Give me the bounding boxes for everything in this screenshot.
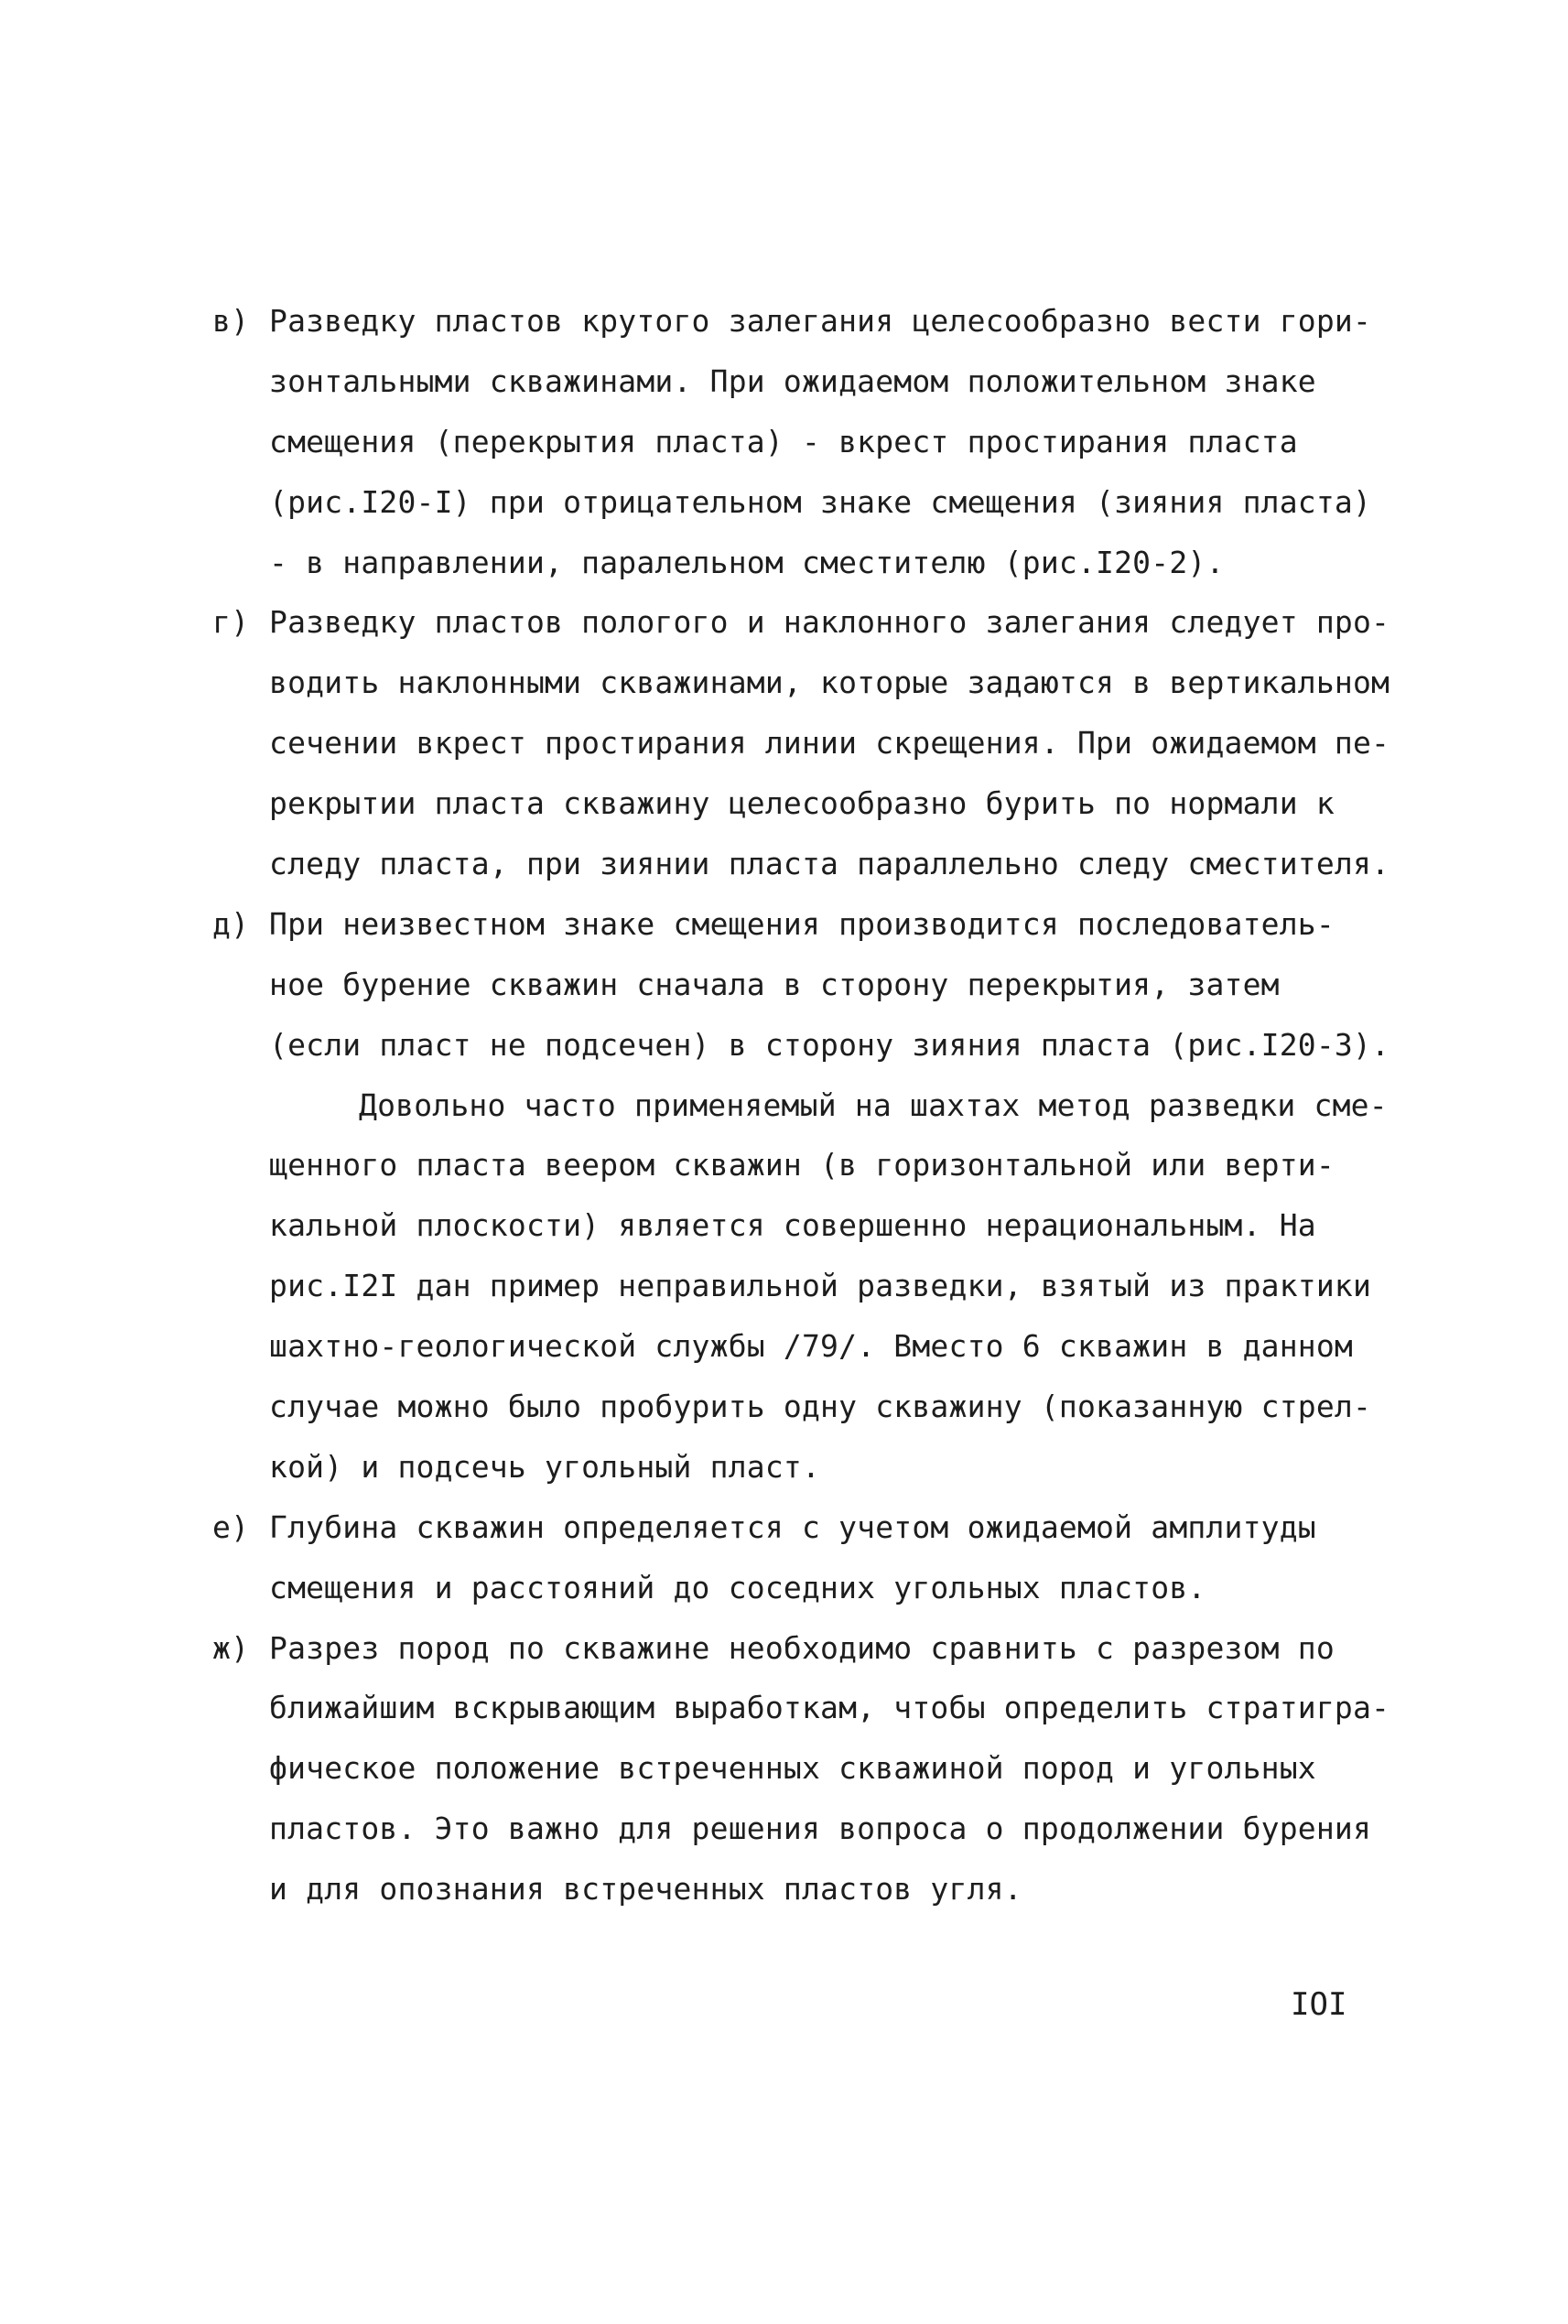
paragraph-line [212,1437,1402,1497]
list-item-text: и для опознания встреченных пластов угля. [269,1871,1022,1908]
document-body [212,291,1402,1919]
paragraph-line [212,1316,1402,1377]
paragraph-line [212,1076,1402,1136]
list-item-line [212,894,1402,955]
list-item-text: Разведку пластов крутого залегания целесообразно вести гори- [269,303,1372,339]
paragraph-text: Довольно часто применяемый на шахтах метод разведки сме- [359,1086,1388,1123]
list-item-line [212,653,1402,713]
list-item-text: ближайшим вскрывающим выработкам, чтобы определить стратигра- [269,1690,1390,1726]
list-item-text: пластов. Это важно для решения вопроса о продолжении бурения [269,1811,1372,1847]
list-item-text: ное бурение скважин сначала в сторону перекрытия, затем [269,966,1280,1002]
list-item-line [212,1859,1402,1919]
list-item-marker: ж) [212,1629,250,1666]
list-item-marker: г) [212,604,250,641]
paragraph-text: щенного пласта веером скважин (в горизонтальной или верти- [269,1147,1335,1184]
paragraph-text: кой) и подсечь угольный пласт. [269,1448,821,1485]
paragraph-text: кальной плоскости) является совершенно нерациональным. На [269,1207,1316,1244]
list-item-text: (рис.I20-I) при отрицательном знаке смещения (зияния пласта) [269,483,1372,520]
list-item-marker: е) [212,1508,250,1545]
list-item-line [212,1738,1402,1799]
list-item-text: Глубина скважин определяется с учетом ожидаемой амплитуды [269,1508,1316,1545]
list-item-text: следу пласта, при зиянии пласта параллельно следу сместителя. [269,846,1390,882]
list-item-text: Разведку пластов пологого и наклонного залегания следует про- [269,604,1390,641]
list-item-text: смещения и расстояний до соседних угольных пластов. [269,1569,1206,1605]
list-item-line [212,533,1402,593]
list-item-text: рекрытии пласта скважину целесообразно бурить по нормали к [269,785,1335,822]
list-item-line [212,592,1402,653]
list-item-line [212,955,1402,1015]
list-item-line [212,1799,1402,1859]
paragraph-line [212,1135,1402,1195]
list-item-line [212,1558,1402,1618]
paragraph-line [212,1195,1402,1256]
list-item-marker: в) [212,303,250,339]
list-item-text: зонтальными скважинами. При ожидаемом положительном знаке [269,362,1316,399]
list-item-line [212,412,1402,472]
list-item-line [212,1678,1402,1738]
list-item-line [212,291,1402,351]
list-item-line [212,1497,1402,1558]
list-item-text: фическое положение встреченных скважиной пород и угольных [269,1750,1316,1787]
page-number: IOI [1291,1986,1347,2023]
list-item-text: Разрез пород по скважине необходимо сравнить с разрезом по [269,1629,1335,1666]
list-item-text: водить наклонными скважинами, которые задаются в вертикальном [269,665,1390,701]
list-item-text: сечении вкрест простирания линии скрещения. При ожидаемом пе- [269,725,1390,762]
list-item-line [212,351,1402,412]
list-item-marker: д) [212,905,250,942]
list-item-line [212,1015,1402,1076]
list-item-text: (если пласт не подсечен) в сторону зияния пласта (рис.I20-3). [269,1026,1390,1063]
paragraph-text: случае можно было пробурить одну скважину (показанную стрел- [269,1389,1372,1425]
list-item-line [212,1618,1402,1679]
paragraph-line [212,1377,1402,1437]
paragraph-text: шахтно-геологической службы /79/. Вместо 6 скважин в данном [269,1328,1353,1365]
paragraph-text: рис.I2I дан пример неправильной разведки, взятый из практики [269,1268,1372,1304]
list-item-line [212,834,1402,894]
list-item-text: При неизвестном знаке смещения производится последователь- [269,905,1335,942]
list-item-line [212,472,1402,533]
paragraph-line [212,1256,1402,1316]
list-item-line [212,713,1402,773]
list-item-line [212,773,1402,834]
list-item-text: - в направлении, паралельном сместителю (рис.I20-2). [269,544,1225,580]
list-item-text: смещения (перекрытия пласта) - вкрест простирания пласта [269,423,1298,459]
